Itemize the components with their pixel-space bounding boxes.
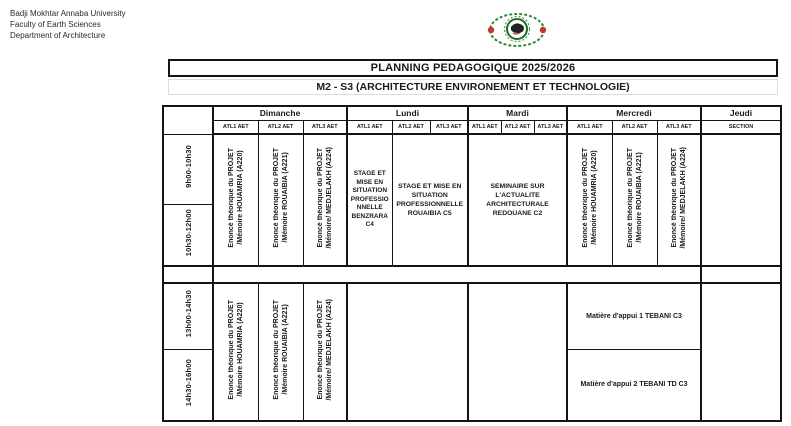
cell-dimanche-atl1-morning: Enoncé théorique du PROJET /Mémoire HOUAMRIA (A220) — [213, 134, 258, 266]
cell-lundi-atl2-atl3-morning: STAGE ET MISE EN SITUATION PROFESSIONNELLE ROUAIBIA C5 — [392, 134, 468, 266]
cell-mercredi-atl3-morning: Enoncé théorique du PROJET /Mémoire/ MEDJELAKH (A224) — [657, 134, 701, 266]
midday-gap-row — [163, 266, 781, 283]
time-slot-10h30-12h00: 10h30-12h00 — [163, 204, 213, 266]
atl-header-lundi-3: ATL3 AET — [430, 120, 468, 134]
cell-mercredi-appui2: Matière d'appui 2 TEBANI TD C3 — [567, 349, 701, 421]
university-seal-icon — [486, 5, 548, 55]
row-9h00-10h30 — [163, 134, 781, 204]
day-header-row — [163, 106, 781, 120]
atl-header-dimanche-1: ATL1 AET — [213, 120, 258, 134]
cell-mercredi-atl1-morning: Enoncé théorique du PROJET /Mémoire HOUAMRIA (A220) — [567, 134, 612, 266]
day-header-lundi: Lundi — [347, 106, 468, 120]
institution-line-department: Department of Architecture — [10, 31, 106, 40]
document-title: PLANNING PEDAGOGIQUE 2025/2026 — [168, 59, 778, 77]
gap-time-cell — [163, 266, 213, 283]
corner-empty-cell — [163, 106, 213, 134]
cell-mercredi-appui1: Matière d'appui 1 TEBANI C3 — [567, 283, 701, 349]
atl-header-lundi-1: ATL1 AET — [347, 120, 392, 134]
gap-jeudi-cell — [701, 266, 781, 283]
cell-dimanche-atl3-afternoon: Enoncé théorique du PROJET /Mémoire/ MEDJELAKH (A224) — [303, 283, 347, 421]
atl-header-mardi-3: ATL3 AET — [534, 120, 567, 134]
atl-header-mercredi-3: ATL3 AET — [657, 120, 701, 134]
institution-line-faculty: Faculty of Earth Sciences — [10, 20, 101, 29]
cell-lundi-afternoon-shaded — [347, 283, 468, 421]
cell-dimanche-atl2-morning: Enoncé théorique du PROJET /Mémoire ROUAIBIA (A221) — [258, 134, 303, 266]
cell-jeudi-afternoon-shaded — [701, 283, 781, 421]
institution-block — [10, 8, 126, 41]
cell-dimanche-atl2-afternoon: Enoncé théorique du PROJET /Mémoire ROUAIBIA (A221) — [258, 283, 303, 421]
cell-mardi-morning: SEMINAIRE SUR L'ACTUALITE ARCHITECTURALE REDOUANE C2 — [468, 134, 567, 266]
row-13h00-14h30 — [163, 283, 781, 349]
time-slot-9h00-10h30: 9h00-10h30 — [163, 134, 213, 204]
document-subtitle: M2 - S3 (ARCHITECTURE ENVIRONEMENT ET TECHNOLOGIE) — [168, 79, 778, 95]
atl-header-mercredi-1: ATL1 AET — [567, 120, 612, 134]
atelier-header-row — [163, 120, 781, 134]
cell-dimanche-atl1-afternoon: Enoncé théorique du PROJET /Mémoire HOUAMRIA (A220) — [213, 283, 258, 421]
cell-mardi-afternoon-shaded — [468, 283, 567, 421]
atl-header-mercredi-2: ATL2 AET — [612, 120, 657, 134]
time-slot-13h00-14h30: 13h00-14h30 — [163, 283, 213, 349]
gap-main-cell — [213, 266, 701, 283]
cell-lundi-atl1-morning: STAGE ET MISE EN SITUATION PROFESSIONNELLE BENZRARA C4 — [347, 134, 392, 266]
day-header-jeudi: Jeudi — [701, 106, 781, 120]
cell-jeudi-morning-shaded — [701, 134, 781, 266]
day-header-dimanche: Dimanche — [213, 106, 347, 120]
atl-header-mardi-1: ATL1 AET — [468, 120, 501, 134]
timetable — [162, 105, 782, 422]
atl-header-dimanche-2: ATL2 AET — [258, 120, 303, 134]
cell-mercredi-atl2-morning: Enoncé théorique du PROJET /Mémoire ROUAIBIA (A221) — [612, 134, 657, 266]
atl-header-mardi-2: ATL2 AET — [501, 120, 534, 134]
institution-line-university: Badji Mokhtar Annaba University — [10, 9, 126, 18]
time-slot-14h30-16h00: 14h30-16h00 — [163, 349, 213, 421]
day-header-mercredi: Mercredi — [567, 106, 701, 120]
atl-header-dimanche-3: ATL3 AET — [303, 120, 347, 134]
day-header-mardi: Mardi — [468, 106, 567, 120]
section-header: SECTION — [701, 120, 781, 134]
atl-header-lundi-2: ATL2 AET — [392, 120, 430, 134]
cell-dimanche-atl3-morning: Enoncé théorique du PROJET /Mémoire/ MEDJELAKH (A224) — [303, 134, 347, 266]
